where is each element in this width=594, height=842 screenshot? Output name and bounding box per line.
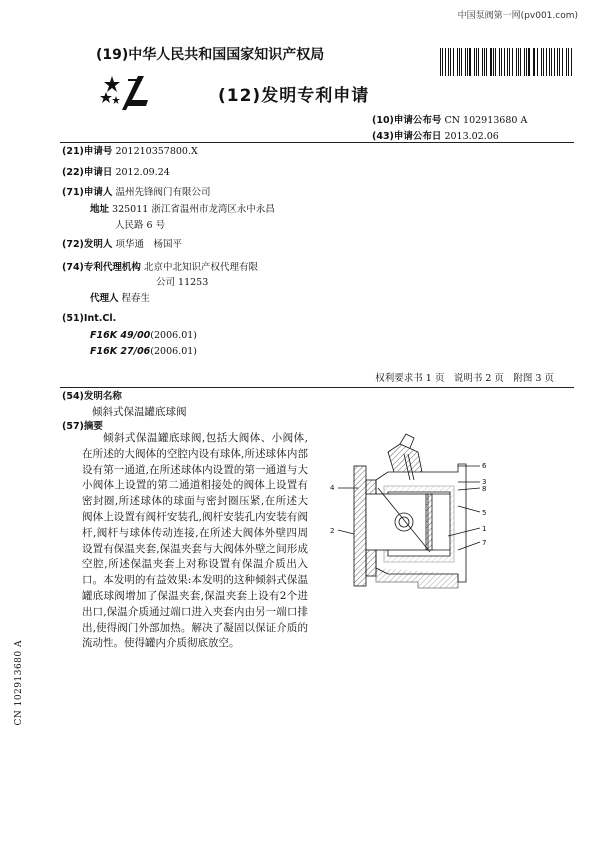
cnipa-logo [98,70,154,114]
agency-line-1: 北京中北知识产权代理有限 [143,262,258,273]
barcode-bar [528,48,529,76]
application-date-label: (22)申请日 [62,167,113,178]
figure-callout-3: 3 [482,478,487,486]
barcode-bar [512,48,514,76]
agency-line-2: 公司 11253 [156,277,209,288]
barcode-bar [490,48,492,76]
agency-row [62,261,258,275]
intcl-label-text: (51)Int.Cl. [62,313,117,324]
barcode-bar [518,48,519,76]
barcode-bar [541,48,542,76]
application-number-row [62,145,198,159]
agent-label: 代理人 [90,293,119,304]
barcode-bar [543,48,544,76]
barcode-bar [507,48,508,76]
barcode-bar [495,48,496,76]
barcode-bar [526,48,527,76]
site-watermark-label: 中国泵阀第一网(pv001.com) [457,11,578,21]
figure-callout-2: 2 [330,527,335,535]
application-date-row [62,166,170,180]
invention-title: 倾斜式保温罐底球阀 [92,406,187,418]
barcode-bar [499,48,500,76]
applicant-label: (71)申请人 [62,187,113,198]
address-row [90,203,275,217]
barcode-bar [566,48,568,76]
header-rule [60,142,574,143]
figure-callout-8: 8 [482,485,487,493]
barcode-bar [516,48,517,76]
barcode-bar [559,48,560,76]
barcode-bar [440,48,441,76]
barcode-bar [450,48,452,76]
intcl-year-1: (2006.01) [150,330,197,341]
intcl-code-2: F16K 27/06 [90,346,151,357]
applicant-row [62,186,210,200]
page-count-info: 权利要求书 1 页 说明书 2 页 附图 3 页 [375,373,554,384]
publication-number-value: CN 102913680 A [444,115,528,126]
barcode-bar [557,48,558,76]
agent-value: 程春生 [121,293,151,304]
barcode-bar [484,48,485,76]
barcode-bar [554,48,555,76]
barcode-bar [476,48,477,76]
barcode [440,48,574,76]
title-label-text: (54)发明名称 [62,391,122,402]
address-label: 地址 [90,204,110,215]
title-label [62,390,122,404]
barcode-bar [549,48,550,76]
agent-row [90,292,150,306]
agency-label: (74)专利代理机构 [62,262,141,273]
publication-date-row [372,128,499,142]
intcl-entry-2 [90,345,197,359]
inventor-value: 项华通 杨国平 [115,239,182,250]
valve-drawing [318,432,502,602]
barcode-bar [504,48,505,76]
intcl-code-1: F16K 49/00 [90,330,151,341]
barcode-bar [486,48,487,76]
figure-callout-1: 1 [482,525,487,533]
barcode-bar [568,48,569,76]
figure-callout-7: 7 [482,539,487,547]
barcode-bar [562,48,563,76]
intcl-label [62,312,116,326]
intcl-year-2: (2006.01) [150,346,197,357]
application-number-value: 201210357800.X [115,146,198,157]
barcode-bar [482,48,483,76]
barcode-bar [520,48,521,76]
barcode-bar [533,48,534,76]
barcode-bar [546,48,547,76]
application-number-label: (21)申请号 [62,146,113,157]
figure-callout-5: 5 [482,509,487,517]
figure-callout-6: 6 [482,462,487,470]
barcode-bar [469,48,471,76]
abstract-text: 倾斜式保温罐底球阀,包括大阀体、小阀体,在所述的大阀体的空腔内设有球体,所述球体内部设有第一通道,在所述球体内设置的第一通道与大小阀体上设置的第二通道相接处的阀体上设置有密封圈,所述球体的球面与密封圈压紧,在所述大阀体上设置有阀杆安装孔,阀杆安装孔内安装有阀杆,阀杆与球体传动连接,在所述大阀体外壁四周设置有保温夹套,保温夹套与大阀体外壁之间形成空腔,所述保温夹套上对称设置有保温介质出入口。本发明的有益效果:本发明的这种倾斜式保温罐底球阀增加了保温夹套,保温夹套上设有2个进出口,保温介质通过端口进入夹套内由另一端口排出,使得阀门外部加热。解决了凝固以保证介质的流动性。使得罐内介质彻底放空。 [82,432,308,650]
barcode-bar [445,48,446,76]
office-name: (19)中华人民共和国国家知识产权局 [96,47,325,63]
barcode-bar [493,48,494,76]
barcode-bar [465,48,466,76]
inventor-label: (72)发明人 [62,239,113,250]
figure-callout-4: 4 [330,484,335,492]
side-publication-number: CN 102913680 A [14,640,24,726]
address-line-1: 325011 浙江省温州市龙湾区永中永昌 [112,204,275,215]
publication-number-row [372,112,527,126]
application-date-value: 2012.09.24 [115,167,170,178]
barcode-bar [453,48,454,76]
barcode-bar [478,48,479,76]
barcode-bar [501,48,502,76]
barcode-bar [448,48,449,76]
barcode-bar [537,48,539,76]
barcode-bar [459,48,460,76]
barcode-bar [509,48,510,76]
inventor-row [62,238,182,252]
publication-number-label: (10)申请公布号 [372,115,442,126]
publication-date-value: 2013.02.06 [444,131,499,142]
document-type-title: (12)发明专利申请 [218,86,370,106]
barcode-bar [551,48,552,76]
barcode-bar [457,48,458,76]
abstract-label-text: (57)摘要 [62,421,103,432]
barcode-bar [524,48,525,76]
barcode-bar [474,48,475,76]
barcode-bar [534,48,535,76]
barcode-bar [467,48,468,76]
intcl-entry-1 [90,329,197,343]
address-line-2: 人民路 6 号 [115,220,166,231]
applicant-value: 温州先锋阀门有限公司 [115,187,211,198]
barcode-bar [461,48,462,76]
barcode-bar [442,48,443,76]
publication-date-label: (43)申请公布日 [372,131,442,142]
barcode-bar [571,48,572,76]
section-rule [60,387,574,388]
